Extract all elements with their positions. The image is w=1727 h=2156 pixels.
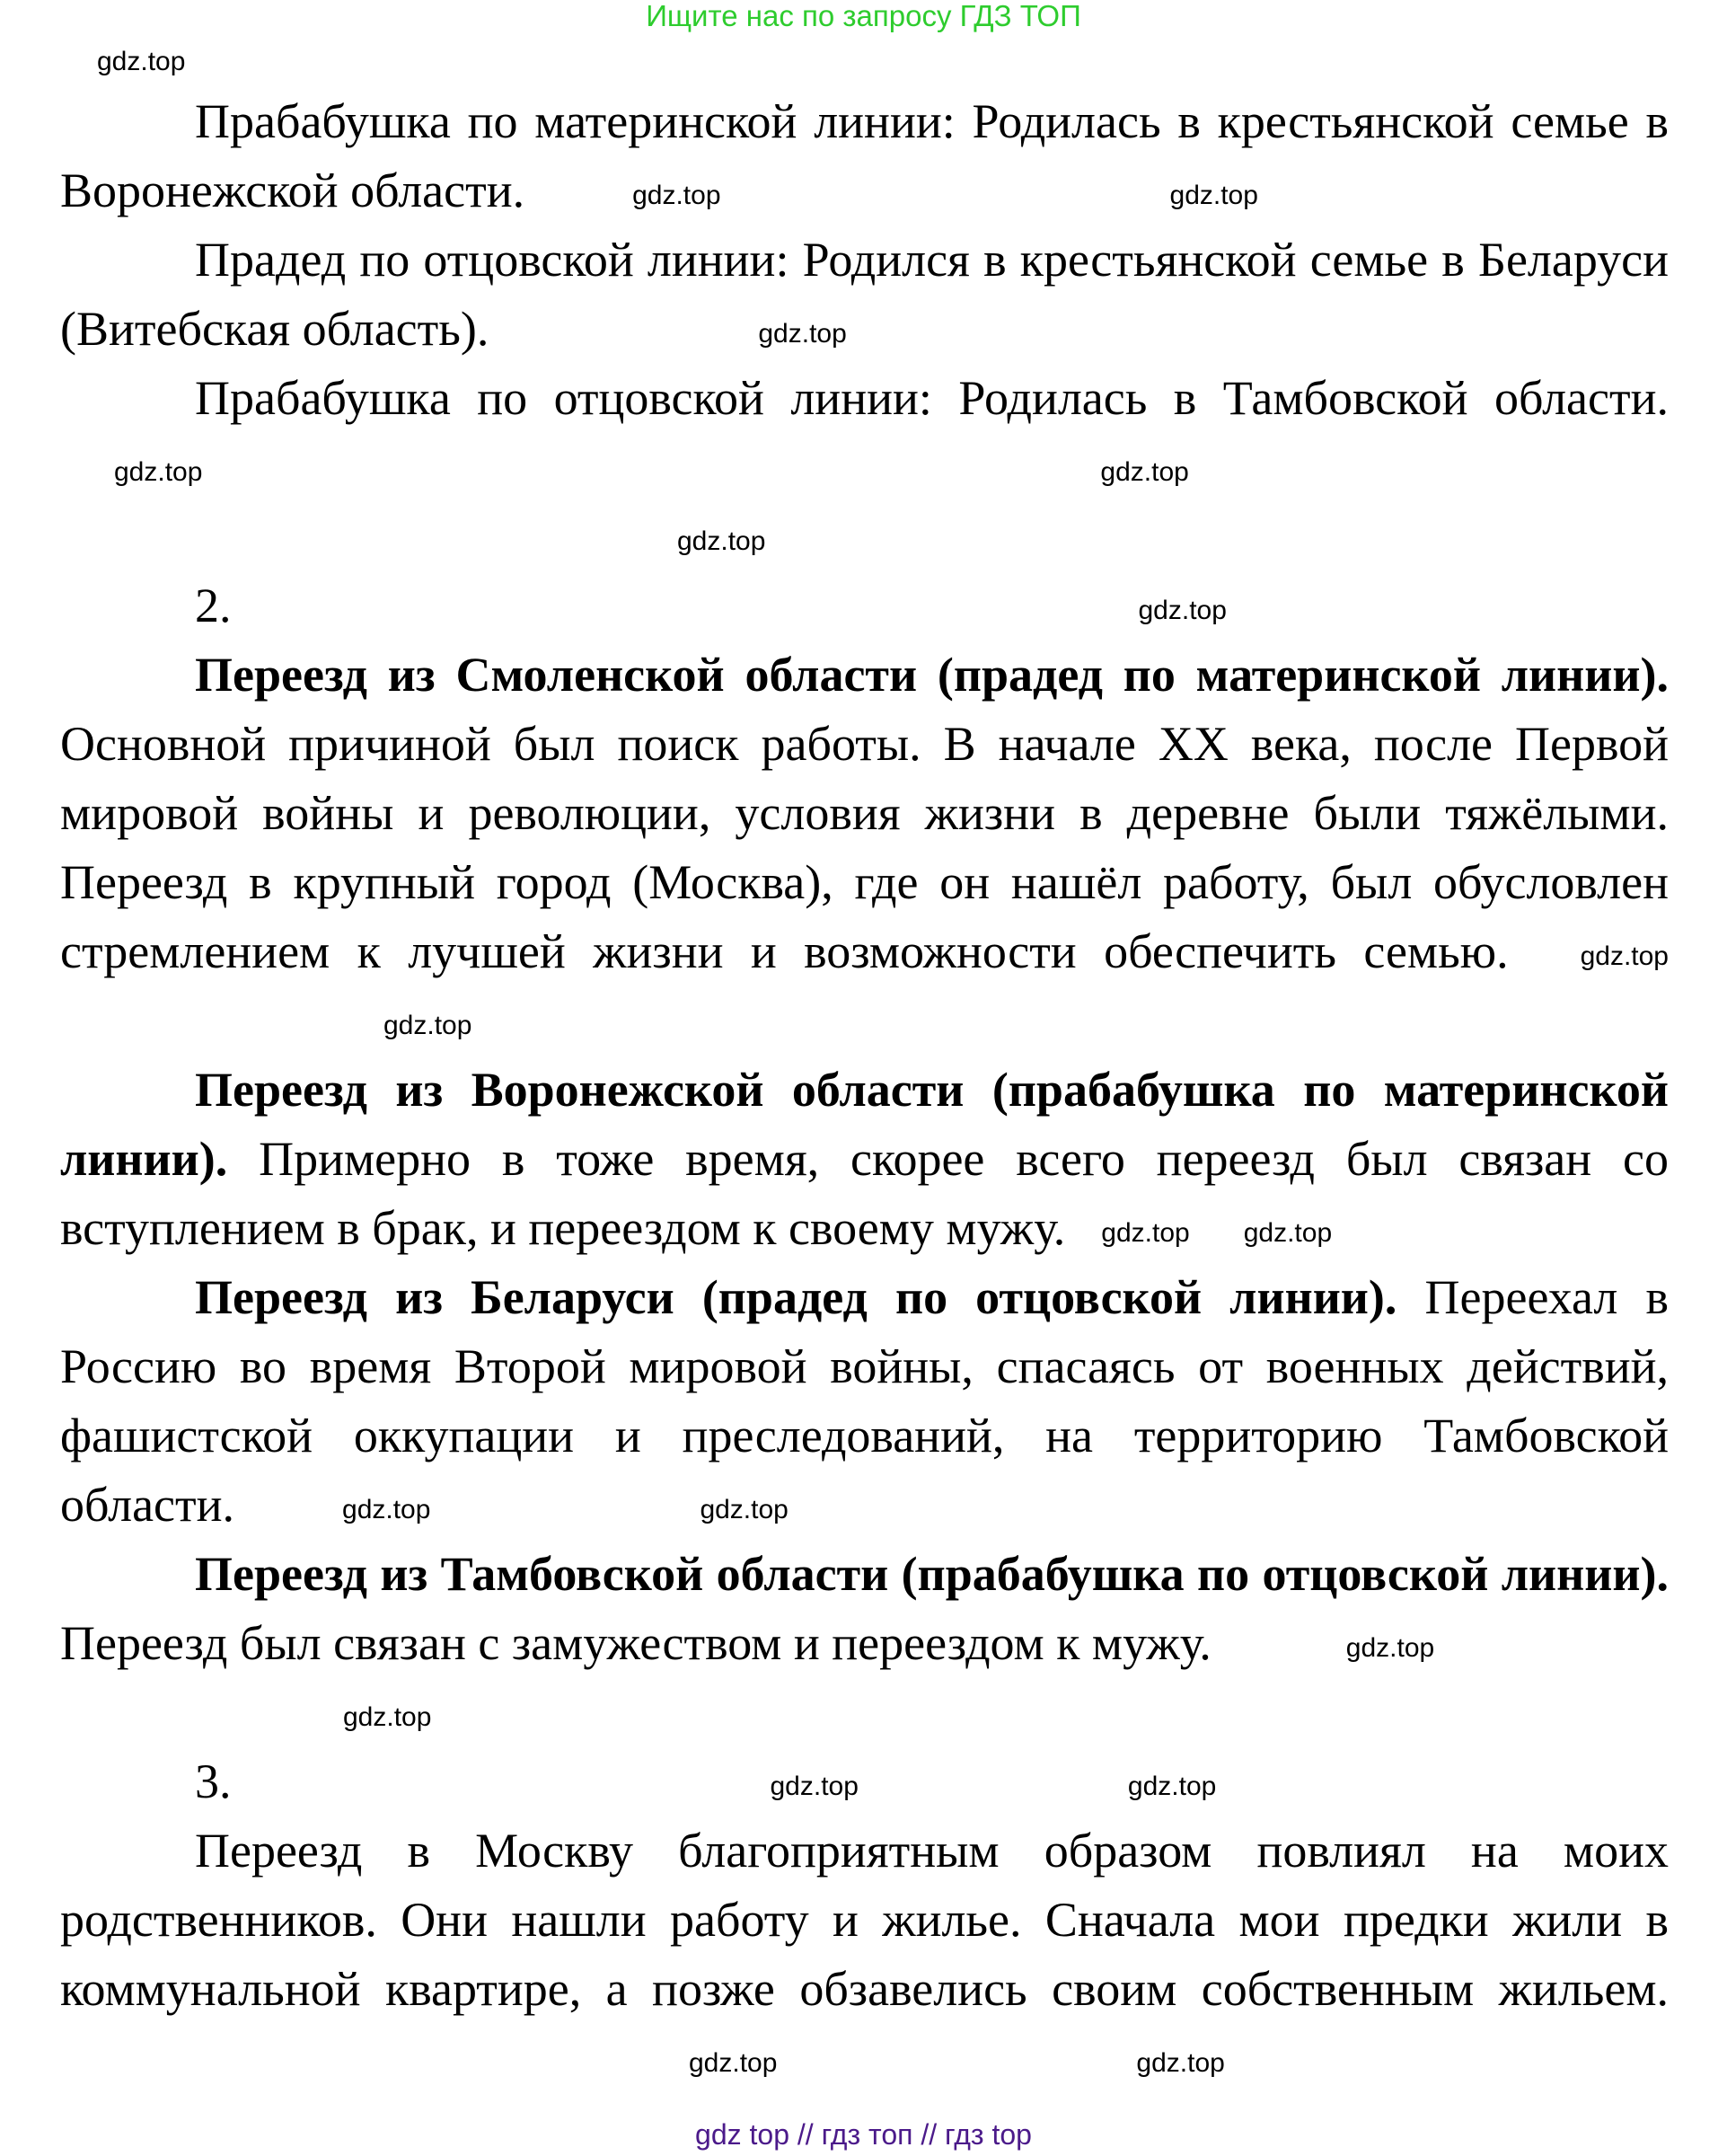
paragraph <box>60 1816 1669 2093</box>
watermark: gdz.top <box>1100 456 1189 487</box>
document-body <box>60 87 1669 2093</box>
watermark: gdz.top <box>383 1010 472 1040</box>
spacer <box>60 502 1669 571</box>
paragraph-text: Прабабушка по материнской линии: Родилась в крестьянской семье в Воронежской области. <box>60 94 1669 217</box>
watermark: gdz.top <box>1101 1217 1190 1248</box>
watermark: gdz.top <box>342 1494 431 1524</box>
paragraph <box>60 364 1669 502</box>
section-number <box>60 571 1669 641</box>
watermark: gdz.top <box>1136 2047 1225 2078</box>
paragraph <box>60 225 1669 364</box>
paragraph <box>60 1056 1669 1263</box>
paragraph-heading: Переезд из Тамбовской области (прабабушка по отцовской линии). <box>195 1547 1669 1601</box>
watermark: gdz.top <box>1580 941 1669 971</box>
watermark: gdz.top <box>114 456 203 487</box>
footer-links: gdz top // гдз топ // гдз top <box>695 2118 1032 2151</box>
paragraph-heading: Переезд из Смоленской области (прадед по материнской линии). <box>195 648 1669 702</box>
paragraph <box>60 641 1669 1056</box>
section-number-text: 2. <box>195 579 232 632</box>
watermark: gdz.top <box>1138 595 1227 625</box>
paragraph-text: Переезд был связан с замужеством и переездом к мужу. <box>60 1616 1212 1670</box>
paragraph <box>60 1263 1669 1540</box>
watermark: gdz.top <box>700 1494 789 1524</box>
watermark: gdz.top <box>632 180 721 210</box>
paragraph-heading: Переезд из Беларуси (прадед по отцовской линии). <box>195 1270 1397 1324</box>
paragraph-text: Переехал в Россию во время Второй мировой войны, спасаясь от военных действий, фашистской оккупации и преследований, на территорию Тамбовской области. <box>60 1270 1669 1532</box>
watermark: gdz.top <box>770 1771 859 1801</box>
watermark: gdz.top <box>677 526 766 556</box>
watermark: gdz.top <box>1169 180 1258 210</box>
paragraph <box>60 87 1669 225</box>
watermark: gdz.top <box>343 1701 432 1732</box>
paragraph-text: Примерно в тоже время, скорее всего переезд был связан со вступлением в брак, и переездом к своему мужу. <box>60 1132 1669 1255</box>
paragraph-text: Прадед по отцовской линии: Родился в крестьянской семье в Беларуси (Витебская область). <box>60 233 1669 356</box>
paragraph-text: Переезд в Москву благоприятным образом повлиял на моих родственников. Они нашли работу и жилье. Сначала мои предки жили в коммунальной квартире, а позже обзавелись своим собственным жильем. <box>60 1824 1669 2016</box>
watermark: gdz.top <box>97 47 186 76</box>
watermark: gdz.top <box>1345 1632 1435 1663</box>
search-banner: Ищите нас по запросу ГДЗ ТОП <box>646 0 1081 32</box>
paragraph-text: Прабабушка по отцовской линии: Родилась в Тамбовской области. <box>195 371 1669 425</box>
section-number <box>60 1747 1669 1816</box>
watermark: gdz.top <box>1127 1771 1217 1801</box>
watermark: gdz.top <box>1243 1217 1333 1248</box>
watermark: gdz.top <box>758 318 847 349</box>
paragraph <box>60 1540 1669 1678</box>
paragraph-text: Основной причиной был поиск работы. В начале XX века, после Первой мировой войны и революции, условия жизни в деревне были тяжёлыми. Переезд в крупный город (Москва), где он нашёл работу, был обусловлен стремлением к лучшей жизни и возможности обеспечить семью. <box>60 717 1669 978</box>
paragraph-heading: Переезд из Воронежской области (прабабушка по материнской линии). <box>60 1063 1669 1186</box>
section-number-text: 3. <box>195 1754 232 1808</box>
watermark: gdz.top <box>689 2047 778 2078</box>
spacer <box>60 1678 1669 1747</box>
